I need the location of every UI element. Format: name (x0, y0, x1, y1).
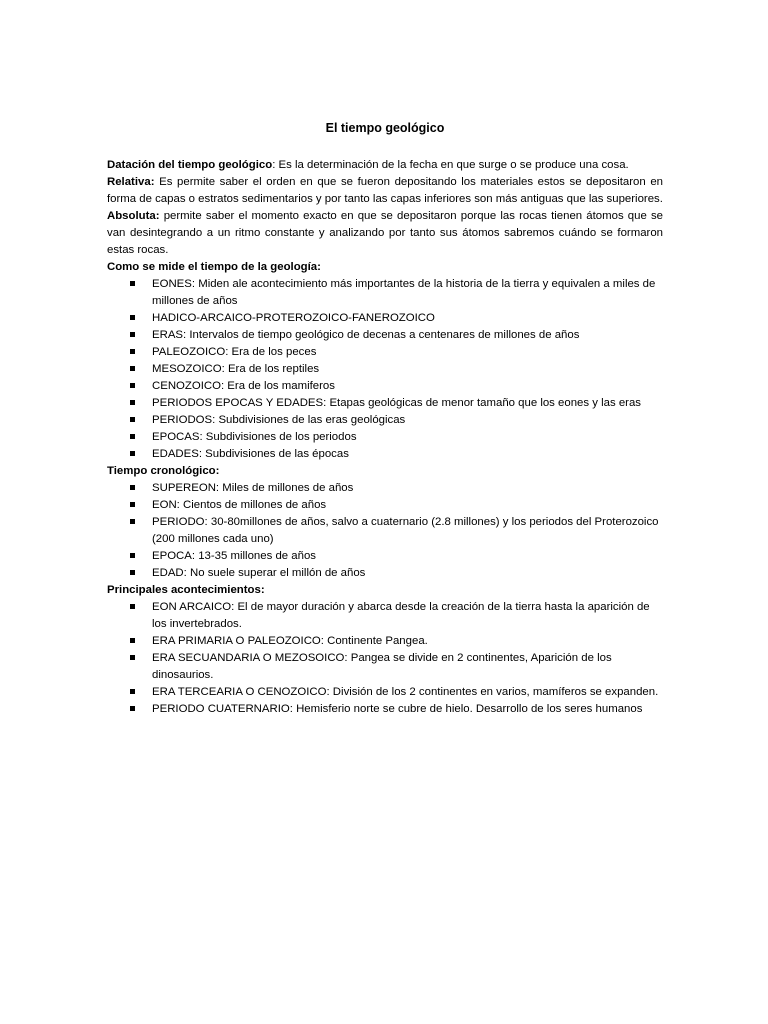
square-bullet-icon (130, 519, 135, 524)
list-item-text: PERIODOS: Subdivisiones de las eras geológicas (152, 414, 406, 426)
section (107, 259, 663, 463)
bullet-list (107, 480, 663, 582)
list-item-text: EPOCAS: Subdivisiones de los periodos (152, 431, 357, 443)
section-heading: Como se mide el tiempo de la geología: (107, 261, 321, 273)
square-bullet-icon (130, 502, 135, 507)
definition-text: : Es la determinación de la fecha en que surge o se produce una cosa. (272, 159, 629, 171)
definition-term: Absoluta: (107, 210, 160, 222)
list-item-text: PALEOZOICO: Era de los peces (152, 346, 317, 358)
square-bullet-icon (130, 485, 135, 490)
document-title: El tiempo geológico (325, 121, 445, 135)
definition-term: Datación del tiempo geológico (107, 159, 273, 171)
list-item (152, 412, 663, 429)
section-heading: Tiempo cronológico: (107, 465, 220, 477)
list-item-text: PERIODO: 30-80millones de años, salvo a cuaternario (2.8 millones) y los periodos del Proterozoico (200 millones cada uno) (152, 516, 659, 545)
list-item-text: EPOCA: 13-35 millones de años (152, 550, 316, 562)
list-item-text: ERA TERCEARIA O CENOZOICO: División de los 2 continentes en varios, mamíferos se expanden. (152, 686, 659, 698)
bullet-list (107, 599, 663, 718)
list-item-text: EDAD: No suele superar el millón de años (152, 567, 366, 579)
square-bullet-icon (130, 332, 135, 337)
definition-paragraph (107, 208, 663, 259)
list-item-text: PERIODOS EPOCAS Y EDADES: Etapas geológicas de menor tamaño que los eones y las eras (152, 397, 641, 409)
square-bullet-icon (130, 281, 135, 286)
square-bullet-icon (130, 451, 135, 456)
section (107, 463, 663, 582)
square-bullet-icon (130, 383, 135, 388)
square-bullet-icon (130, 434, 135, 439)
list-item (152, 548, 663, 565)
square-bullet-icon (130, 638, 135, 643)
list-item-text: EDADES: Subdivisiones de las épocas (152, 448, 349, 460)
list-item-text: HADICO-ARCAICO-PROTEROZOICO-FANEROZOICO (152, 312, 435, 324)
list-item-text: CENOZOICO: Era de los mamiferos (152, 380, 335, 392)
list-item (152, 310, 663, 327)
square-bullet-icon (130, 706, 135, 711)
bullet-list (107, 276, 663, 463)
square-bullet-icon (130, 570, 135, 575)
list-item (152, 480, 663, 497)
square-bullet-icon (130, 400, 135, 405)
list-item (152, 395, 663, 412)
list-item-text: EON: Cientos de millones de años (152, 499, 327, 511)
list-item (152, 633, 663, 650)
list-item (152, 276, 663, 310)
list-item-text: EONES: Miden ale acontecimiento más importantes de la historia de la tierra y equivalen a miles de millones de años (152, 278, 656, 307)
square-bullet-icon (130, 689, 135, 694)
list-item (152, 701, 663, 718)
square-bullet-icon (130, 604, 135, 609)
definition-text: permite saber el momento exacto en que se depositaron porque las rocas tienen átomos que se van desintegrando a un ritmo constante y analizando por tanto sus átomos sabremos cuándo se formaron estas rocas. (107, 210, 663, 256)
square-bullet-icon (130, 417, 135, 422)
list-item (152, 327, 663, 344)
list-item-text: ERA SECUANDARIA O MEZOSOICO: Pangea se divide en 2 continentes, Aparición de los dinosaurios. (152, 652, 612, 681)
definition-paragraph (107, 157, 663, 174)
list-item (152, 378, 663, 395)
definition-term: Relativa: (107, 176, 155, 188)
list-item-text: ERAS: Intervalos de tiempo geológico de decenas a centenares de millones de años (152, 329, 580, 341)
list-item-text: EON ARCAICO: El de mayor duración y abarca desde la creación de la tierra hasta la aparición de los invertebrados. (152, 601, 650, 630)
list-item (152, 650, 663, 684)
list-item (152, 599, 663, 633)
list-item (152, 446, 663, 463)
list-item (152, 429, 663, 446)
list-item-text: MESOZOICO: Era de los reptiles (152, 363, 320, 375)
list-item (152, 344, 663, 361)
section-heading: Principales acontecimientos: (107, 584, 265, 596)
definition-text: Es permite saber el orden en que se fueron depositando los materiales estos se depositaron en forma de capas o estratos sedimentarios y por tanto las capas inferiores son más antiguas que las superiores. (107, 176, 663, 205)
list-item-text: ERA PRIMARIA O PALEOZOICO: Continente Pangea. (152, 635, 428, 647)
square-bullet-icon (130, 553, 135, 558)
list-item-text: SUPEREON: Miles de millones de años (152, 482, 354, 494)
list-item (152, 361, 663, 378)
square-bullet-icon (130, 349, 135, 354)
definition-paragraph (107, 174, 663, 208)
list-item (152, 497, 663, 514)
list-item (152, 514, 663, 548)
square-bullet-icon (130, 366, 135, 371)
square-bullet-icon (130, 655, 135, 660)
list-item-text: PERIODO CUATERNARIO: Hemisferio norte se cubre de hielo. Desarrollo de los seres humanos (152, 703, 643, 715)
square-bullet-icon (130, 315, 135, 320)
section (107, 582, 663, 718)
list-item (152, 684, 663, 701)
list-item (152, 565, 663, 582)
